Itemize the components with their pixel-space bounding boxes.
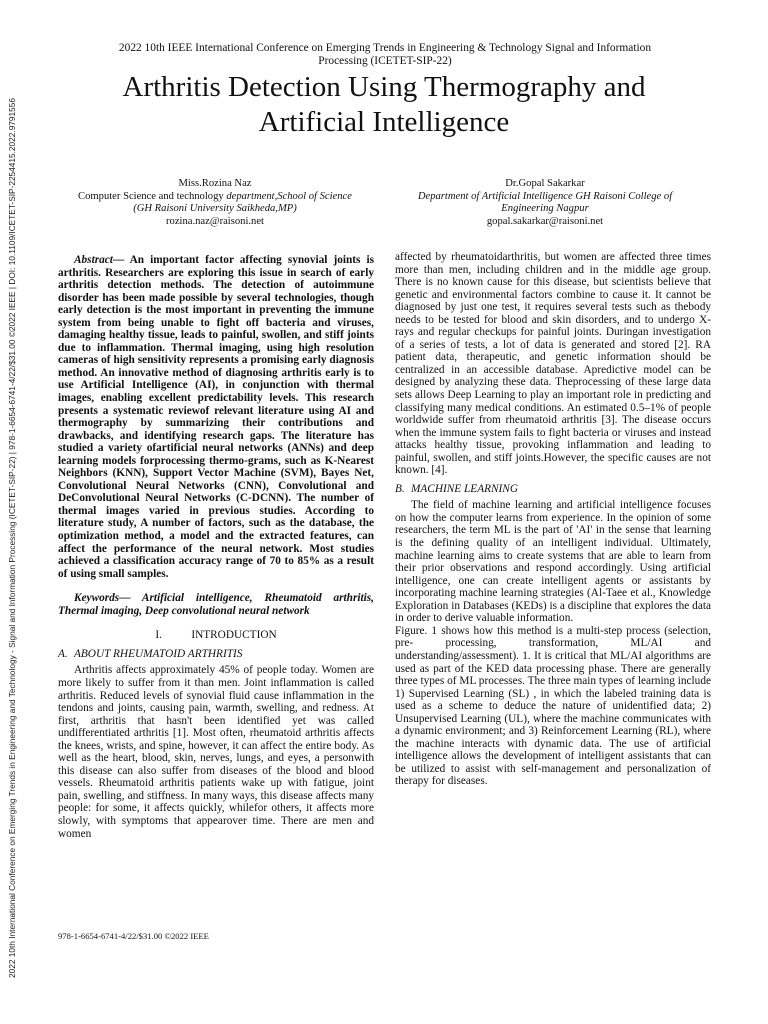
author-dept-italic: department,School of Science <box>226 190 352 202</box>
paragraph-machine-learning: The field of machine learning and artificial intelligence focuses on how the computer learns from experience. In the opinion of some researchers, the term ML is the part of 'AI' in the sense that learning is the defining quality of an intelligent individual. Ultimately, machine learning aims to create systems that are able to learn from their prior observations and respond accordingly. Using artificial intelligence, one can create intelligent agents or assistants by incorporating machine learning strategies (Al-Taee et al., Knowledge Exploration in Databases (KEDs) is a discipline that explores the data in order to derive valuable information. <box>395 499 711 625</box>
title-line-2: Artificial Intelligence <box>258 106 510 138</box>
abstract-text: An important factor affecting synovial joints is arthritis. Researchers are exploring this issue in search of early arthritis detection methods. The detection of autoimmune disorder has been made possible by several technologies, though early detection is the most important in preventing the immune system from being unable to fight off bacteria and viruses, damaging healthy tissue, leads to painful, swollen, and stiff joints due to inflammation. Thermal imaging, using high resolution cameras of high sensitivity represents a promising early diagnosis method. An innovative method of diagnosing arthritis early is to use Artificial Intelligence (AI), in conjunction with thermal images, enabling excellent predictability levels. This research presents a systematic reviewof relevant literature using AI and thermography by summarizing their contributions and drawbacks, and identifying research gaps. The literature has studied a variety ofartificial neural networks (ANNs) and deep learning models forprocessing thermo-grams, such as K-Nearest Neighbors (KNN), Support Vector Machine (SVM), Bayes Net, Convolutional Neural Networks (CNN), Convolutional and DeConvolutional Neural Networks (C-DCNN). The number of thermal images varied in previous studies. According to literature study, A number of factors, such as the database, the optimization method, a model and the extracted features, can affect the performance of the neural network. Most studies achieved a classification accuracy range of 70 to 85% as a result of using small samples. <box>58 254 375 580</box>
subsection-label: A. <box>58 647 68 660</box>
author-affil-italic: Engineering Nagpur <box>501 203 589 214</box>
section-title: INTRODUCTION <box>191 629 277 642</box>
author-dept-plain: Computer Science and technology <box>78 190 227 202</box>
author-affil-italic: (GH Raisoni University Saikheda,MP) <box>133 203 297 214</box>
section-heading-introduction <box>58 629 374 642</box>
abstract-lead: Abstract <box>74 254 113 266</box>
paragraph-figure-description: Figure. 1 shows how this method is a multi-step process (selection, pre- processing, transformation, ML/AI and understanding/assessment). 1. It is critical that ML/AI algorithms are used as part of the KED data processing phase. There are generally three types of ML processes. The three main types of learning include 1) Supervised Learning (SL) , in which the labeled training data is used as a scheme to deduce the nature of unidentified data; 2) Unsupervised Learning (UL), where the machine communicates with a dynamic environment; and 3) Reinforcement Learning (RL), where the machine interacts with dynamic data. The use of artificial intelligence allows the development of intelligent assistants that can be utilized to assist with self-management and personalization of therapy for diseases. <box>395 624 711 788</box>
conference-line-2: Processing (ICETET-SIP-22) <box>318 55 452 67</box>
author-block-2 <box>400 178 690 228</box>
side-margin-banner <box>6 0 24 1024</box>
author-email[interactable]: rozina.naz@raisoni.net <box>166 215 264 227</box>
conference-line-1: 2022 10th IEEE International Conference on Emerging Trends in Engineering & Technology Signal and Information <box>118 42 652 54</box>
left-column <box>58 254 374 840</box>
author-affiliation <box>40 203 390 216</box>
subsection-label: B. <box>395 482 405 495</box>
paragraph-rheumatoid: Arthritis affects approximately 45% of people today. Women are more likely to suffer from it than men. Joint inflammation is called arthritis. Reduced levels of synovial fluid cause inflammation in the tendons and joints, causing pain, warmth, swelling, and redness. At first, arthritis that hasn't been identified yet was called undifferentiated arthritis [1]. Most often, rheumatoid arthritis affects the knees, wrists, and spine, however, it can affect the entire body. As well as the heart, blood, skin, nerves, lungs, and eyes, a personwith this disease can also suffer from diseases of the blood and blood vessels. Rheumatoid arthritis patients wake up with fatigue, joint pain, swelling, and stiffness. In many ways, this disease affects many people: for some, it affects quickly, whilefor others, it affects more slowly, with symptoms that appearover time. There are men and women <box>58 664 374 840</box>
conference-header <box>70 42 700 68</box>
subsection-title: ABOUT RHEUMATOID ARTHRITIS <box>74 647 243 660</box>
copyright-footer: 978-1-6654-6741-4/22/$31.00 ©2022 IEEE <box>58 931 209 941</box>
abstract <box>58 254 374 580</box>
subsection-title: MACHINE LEARNING <box>411 482 519 495</box>
right-column <box>395 251 711 788</box>
subsection-heading-b <box>395 483 711 496</box>
abstract-dash: — <box>112 254 130 266</box>
author-name: Miss.Rozina Naz <box>178 178 252 189</box>
author-name: Dr.Gopal Sakarkar <box>505 178 585 189</box>
author-affiliation <box>400 203 690 216</box>
title-line-1: Arthritis Detection Using Thermography and <box>122 71 646 103</box>
author-department <box>40 191 390 204</box>
paper-title <box>60 70 708 140</box>
section-number: I. <box>155 629 162 642</box>
author-block-1 <box>40 178 390 228</box>
side-citation-text: 2022 10th International Conference on Emerging Trends in Engineering and Technology - Signal and Information Processing (ICETET-SIP-22) | 978-1-6654-6741-4/22/$31.00 ©2022 IEEE | DOI: 10.1109/ICETET-SIP-2254415.2022.9791556 <box>7 98 17 978</box>
author-department <box>400 191 690 204</box>
paragraph-continued: affected by rheumatoidarthritis, but women are affected three times more than men, including children and in the middle age group. There is no known cause for this disease, but scientists believe that genetic and environmental factors combine to cause it. It cannot be diagnosed by just one test, it requires several tests such as thebody needs to be tested for blood and skin disorders, and to undergo X-rays and regular checkups for painful joints. Duringan investigation of a series of tests, a lot of data is generated and stored [2]. RA patient data, therapeutic, and genetic information should be centralized in an accessible database. Apredictive model can be designed by analyzing these data. Theprocessing of these large data sets allows Deep Learning to play an important role in predicting and classifying many medical conditions. An estimated 0.5–1% of people worldwide suffer from rheumatoid arthritis [3]. The disease occurs when the immune system fails to fight bacteria or viruses and instead attacks healthy tissue, provoking inflammation and leading to painful, swollen, and stiff joints.However, the specific causes are not known. [4]. <box>395 251 711 477</box>
author-dept-italic: Department of Artificial Intelligence GH Raisoni College of <box>417 190 673 202</box>
author-email[interactable]: gopal.sakarkar@raisoni.net <box>486 215 604 227</box>
keywords: Keywords— Artificial intelligence, Rheumatoid arthritis, Thermal imaging, Deep convolutional neural network <box>58 592 374 617</box>
subsection-heading-a <box>58 648 374 661</box>
